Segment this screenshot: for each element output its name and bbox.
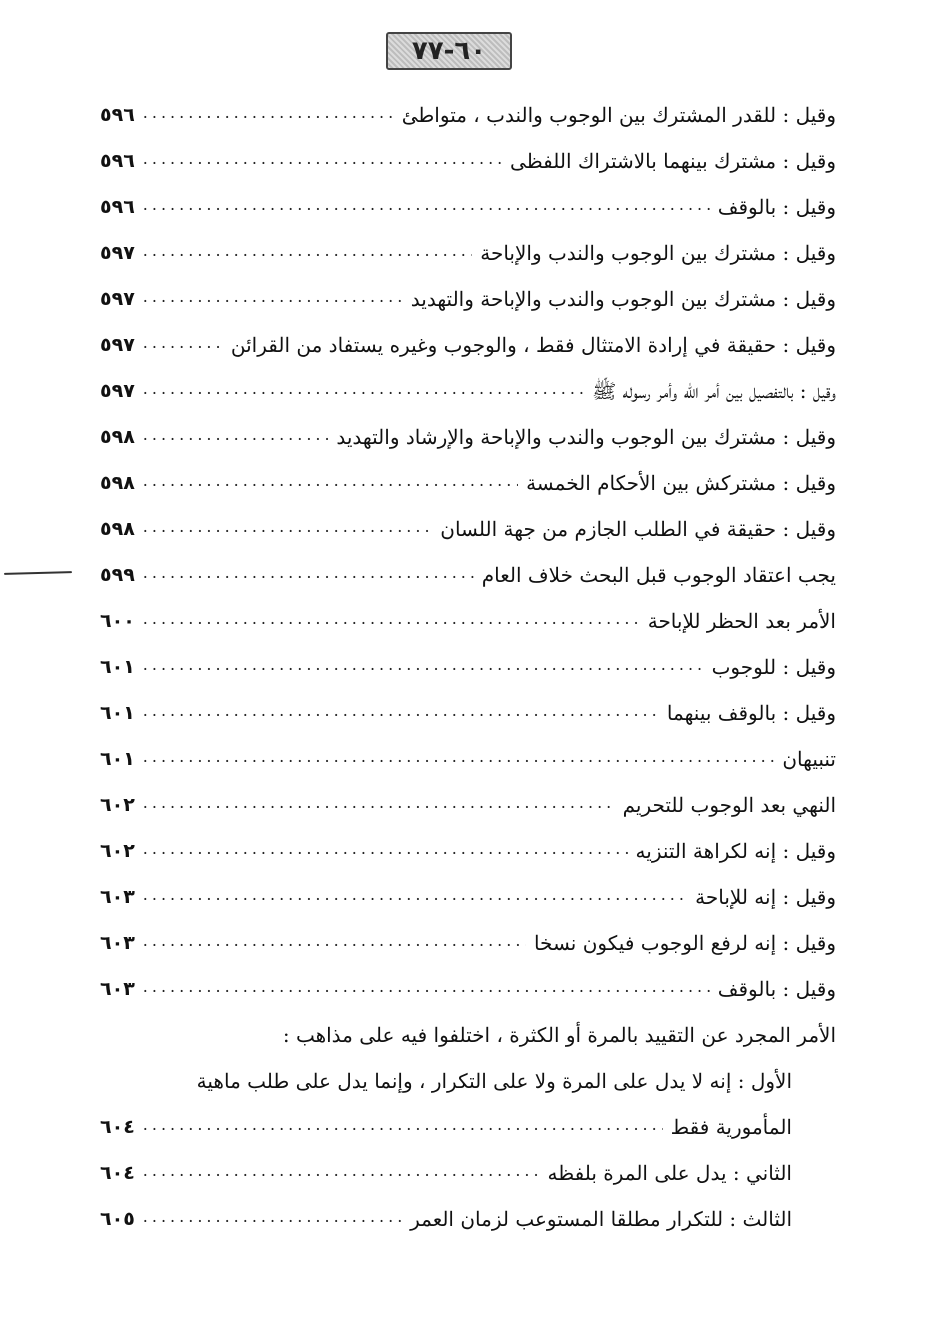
dot-leader xyxy=(143,793,615,814)
entry-title: تنبيهان xyxy=(782,747,836,771)
toc-entry xyxy=(100,588,836,634)
margin-pen-mark xyxy=(4,571,72,575)
page-marker-stamp xyxy=(386,32,512,70)
toc-entry xyxy=(100,542,836,588)
entry-title: وقيل : مشتركش بين الأحكام الخمسة xyxy=(526,471,836,495)
entry-page: ٦٠٢ xyxy=(100,794,135,817)
toc-entry xyxy=(100,220,836,266)
dot-leader xyxy=(143,931,526,952)
entry-page: ٥٩٦ xyxy=(100,196,135,219)
page-marker: ٦٠-٧٧ xyxy=(411,36,487,66)
dot-leader xyxy=(143,471,518,492)
entry-page: ٦٠٣ xyxy=(100,978,135,1001)
toc-entry xyxy=(100,1094,836,1140)
toc-entry xyxy=(100,726,836,772)
entry-page: ٦٠١ xyxy=(100,656,135,679)
entry-page: ٥٩٧ xyxy=(100,288,135,311)
toc-entry xyxy=(100,404,836,450)
entry-title: وقيل : إنه للإباحة xyxy=(695,885,836,909)
entry-page: ٦٠٣ xyxy=(100,932,135,955)
entry-page: ٦٠٣ xyxy=(100,886,135,909)
dot-leader xyxy=(143,287,403,308)
dot-leader xyxy=(143,977,710,998)
entry-title: وقيل : مشترك بين الوجوب والندب والإباحة xyxy=(480,241,836,265)
dot-leader xyxy=(143,103,394,124)
dot-leader xyxy=(143,885,687,906)
toc-entry xyxy=(100,772,836,818)
section-first-text: الأول : إنه لا يدل على المرة ولا على التكرار ، وإنما يدل على طلب ماهية xyxy=(196,1069,792,1093)
entry-title: وقيل : إنه لكراهة التنزيه xyxy=(635,839,836,863)
toc-entry xyxy=(100,1186,836,1232)
toc-entry xyxy=(100,910,836,956)
toc-entry xyxy=(100,634,836,680)
entry-page: ٦٠١ xyxy=(100,702,135,725)
entry-page: ٦٠٥ xyxy=(100,1208,135,1231)
entry-page: ٥٩٦ xyxy=(100,104,135,127)
entry-page: ٦٠١ xyxy=(100,748,135,771)
entry-title: وقيل : مشترك بينهما بالاشتراك اللفظى xyxy=(510,149,836,173)
toc-entry xyxy=(100,128,836,174)
entry-title: وقيل : مشترك بين الوجوب والندب والإباحة والتهديد xyxy=(410,287,836,311)
dot-leader xyxy=(143,195,710,216)
entry-page: ٥٩٧ xyxy=(100,334,135,357)
entry-title: يجب اعتقاد الوجوب قبل البحث خلاف العام xyxy=(481,563,836,587)
entry-title: الثاني : يدل على المرة بلفظه xyxy=(547,1161,792,1185)
table-of-contents xyxy=(100,82,836,1232)
toc-entry xyxy=(100,1140,836,1186)
entry-title: وقيل : بالتفصيل بين أمر الله وأمر رسوله ﷺ xyxy=(592,379,836,403)
toc-entry xyxy=(100,450,836,496)
dot-leader xyxy=(143,1115,663,1136)
toc-entry xyxy=(100,82,836,128)
toc-entry xyxy=(100,266,836,312)
entry-page: ٥٩٦ xyxy=(100,150,135,173)
entry-title: وقيل : للوجوب xyxy=(711,655,836,679)
toc-entry xyxy=(100,680,836,726)
dot-leader xyxy=(143,563,474,584)
section-heading: الأمر المجرد عن التقييد بالمرة أو الكثرة ، اختلفوا فيه على مذاهب : xyxy=(282,1023,836,1047)
dot-leader xyxy=(143,333,223,354)
entry-page: ٦٠٤ xyxy=(100,1162,135,1185)
entry-page: ٥٩٨ xyxy=(100,426,135,449)
dot-leader xyxy=(143,1207,402,1228)
dot-leader xyxy=(143,701,659,722)
entry-title: الثالث : للتكرار مطلقا المستوعب لزمان العمر xyxy=(410,1207,792,1231)
entry-title: وقيل : مشترك بين الوجوب والندب والإباحة والإرشاد والتهديد xyxy=(336,425,836,449)
entry-title: الأمر بعد الحظر للإباحة xyxy=(647,609,836,633)
entry-title: وقيل : حقيقة في الطلب الجازم من جهة اللسان xyxy=(440,517,836,541)
entry-page: ٦٠٤ xyxy=(100,1116,135,1139)
toc-entry xyxy=(100,496,836,542)
entry-title: وقيل : للقدر المشترك بين الوجوب والندب ، متواطئ xyxy=(401,103,836,127)
entry-title: وقيل : بالوقف xyxy=(717,977,836,1001)
dot-leader xyxy=(143,655,704,676)
section-heading-row xyxy=(100,1002,836,1048)
entry-title: النهي بعد الوجوب للتحريم xyxy=(622,793,836,817)
entry-page: ٦٠٠ xyxy=(100,610,135,633)
dot-leader xyxy=(143,425,329,446)
entry-title: وقيل : إنه لرفع الوجوب فيكون نسخا xyxy=(533,931,836,955)
dot-leader xyxy=(143,149,502,170)
entry-page: ٦٠٢ xyxy=(100,840,135,863)
entry-page: ٥٩٨ xyxy=(100,518,135,541)
dot-leader xyxy=(143,1161,540,1182)
toc-entry xyxy=(100,358,836,404)
toc-entry xyxy=(100,864,836,910)
dot-leader xyxy=(143,241,472,262)
entry-title: وقيل : حقيقة في إرادة الامتثال فقط ، والوجوب وغيره يستفاد من القرائن xyxy=(230,333,836,357)
entry-title: وقيل : بالوقف بينهما xyxy=(666,701,836,725)
entry-page: ٥٩٨ xyxy=(100,472,135,495)
toc-entry xyxy=(100,818,836,864)
toc-entry xyxy=(100,956,836,1002)
entry-page: ٥٩٧ xyxy=(100,380,135,403)
dot-leader xyxy=(143,747,775,768)
entry-page: ٥٩٩ xyxy=(100,564,135,587)
entry-page: ٥٩٧ xyxy=(100,242,135,265)
section-first-line xyxy=(100,1048,836,1094)
entry-title: وقيل : بالوقف xyxy=(717,195,836,219)
dot-leader xyxy=(143,609,640,630)
toc-entry xyxy=(100,312,836,358)
dot-leader xyxy=(143,379,584,400)
dot-leader xyxy=(143,517,432,538)
toc-entry xyxy=(100,174,836,220)
entry-title: المأمورية فقط xyxy=(670,1115,792,1139)
dot-leader xyxy=(143,839,628,860)
